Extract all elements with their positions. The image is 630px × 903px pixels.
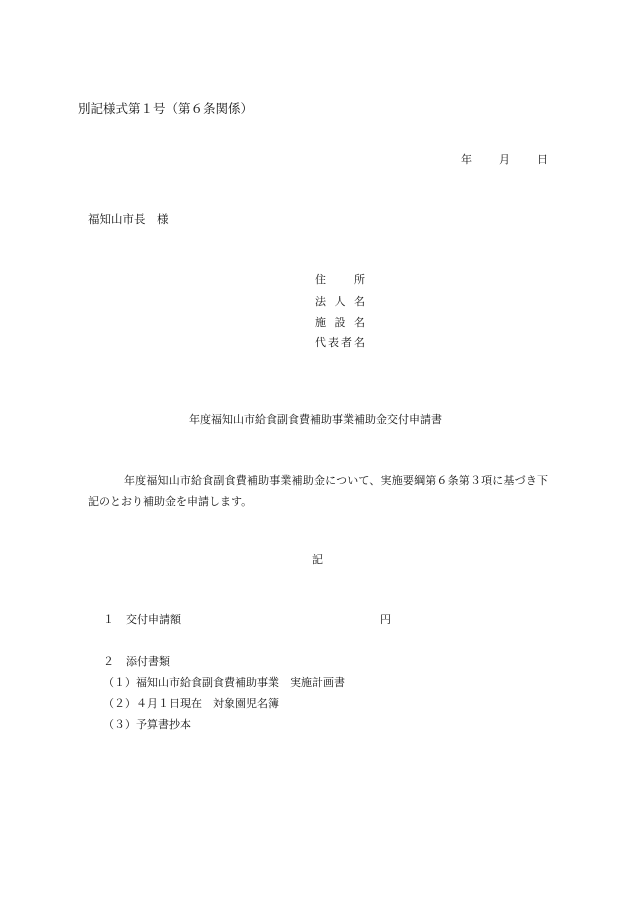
attachment-item: （１）福知山市給食副食費補助事業 実施計画書 bbox=[103, 676, 345, 689]
applicant-corporation-label: 法人名 bbox=[315, 295, 365, 308]
document-title: 年度福知山市給食副食費補助事業補助金交付申請書 bbox=[189, 413, 442, 426]
date-day-label: 日 bbox=[537, 153, 548, 166]
item-label: 添付書類 bbox=[126, 655, 170, 668]
addressee: 福知山市長 様 bbox=[88, 212, 169, 226]
item-label: 交付申請額 bbox=[126, 613, 181, 626]
applicant-representative-label: 代表者名 bbox=[315, 336, 365, 349]
body-paragraph: 年度福知山市給食副食費補助事業補助金について、実施要綱第６条第３項に基づき下記のとおり補助金を申請します。 bbox=[88, 474, 548, 508]
ki-heading: 記 bbox=[312, 553, 323, 566]
applicant-facility-label: 施設名 bbox=[315, 316, 365, 329]
attachment-item: （２）４月１日現在 対象園児名簿 bbox=[103, 697, 279, 710]
date-month-label: 月 bbox=[499, 153, 510, 166]
date-year-label: 年 bbox=[461, 153, 472, 166]
item-number: １ bbox=[103, 613, 114, 626]
attachment-item: （３）予算書抄本 bbox=[103, 718, 191, 731]
amount-unit: 円 bbox=[380, 613, 391, 626]
form-label: 別記様式第１号（第６条関係） bbox=[78, 101, 254, 116]
applicant-address-label: 住所 bbox=[315, 273, 365, 286]
item-number: ２ bbox=[103, 655, 114, 668]
